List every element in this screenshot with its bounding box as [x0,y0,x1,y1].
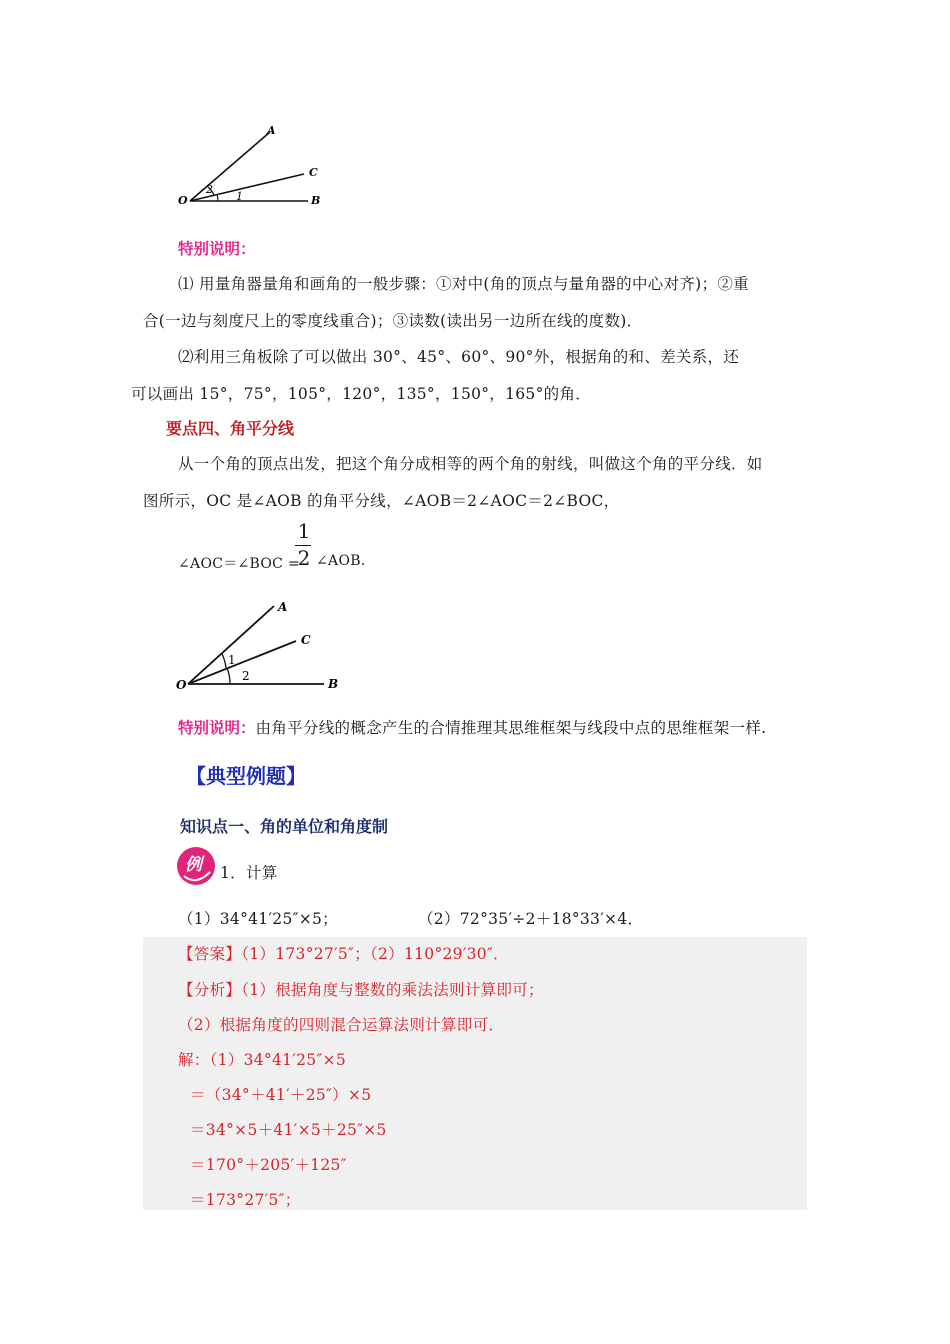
analysis-label: 【分析】 [178,981,242,999]
typical-examples-title: 【典型例题】 [186,764,306,788]
solution-line-5: ＝173°27′5″； [190,1191,301,1209]
bisector-definition-line-2: 图所示，OC 是∠AOB 的角平分线，∠AOB＝2∠AOC＝2∠BOC， [143,492,620,510]
label-c: C [309,166,318,179]
formula-right: ∠AOB. [316,553,366,569]
knowledge-point-1-title: 知识点一、角的单位和角度制 [180,817,389,836]
label-a: A [267,124,276,137]
analysis-line-2: （2）根据角度的四则混合运算法则计算即可． [178,1016,505,1034]
answer-line [178,942,509,964]
note-paragraph-1-line-1: ⑴ 用量角器量角和画角的一般步骤：①对中(角的顶点与量角器的中心对齐)；②重 [178,275,749,293]
special-note-text-2: 由角平分线的概念产生的合情推理其思维框架与线段中点的思维框架一样. [255,719,767,737]
note-paragraph-1-line-2: 合(一边与刻度尺上的零度线重合)；③读数(读出另一边所在线的度数)． [143,312,643,330]
special-note-label-2: 特别说明： [178,719,256,737]
angle-2-label: 2 [206,183,213,196]
example-badge-icon [176,846,216,886]
solution-line-4: ＝170°＋205′＋125″ [190,1156,347,1174]
note-paragraph-2-line-2: 可以画出 15°，75°，105°，120°，135°，150°，165°的角． [131,385,592,403]
bisector-definition-line-1: 从一个角的顶点出发，把这个角分成相等的两个角的射线，叫做这个角的平分线．如 [178,455,763,473]
question-1: （1）34°41′25″×5； [178,910,338,928]
question-2: （2）72°35′÷2＋18°33′×4． [418,910,644,928]
special-note-label: 特别说明： [178,240,256,258]
answer-label: 【答案】 [178,945,242,963]
angle-2-label: 2 [242,669,250,683]
note-paragraph-2-line-1: ⑵利用三角板除了可以做出 30°、45°、60°、90°外，根据角的和、差关系，还 [178,348,740,366]
formula-left: ∠AOC＝∠BOC = [178,556,300,572]
example-1-title: 1．计算 [220,864,278,882]
fraction-denominator: 2 [297,546,311,570]
solution-line-2: ＝（34°＋41′＋25″）×5 [190,1086,372,1104]
label-c: C [301,633,311,647]
answer-text: （1）173°27′5″；（2）110°29′30″． [241,945,509,963]
solution-line-3: ＝34°×5＋41′×5＋25″×5 [190,1121,387,1139]
label-b: B [311,194,321,207]
solution-line-1: 解：（1）34°41′25″×5 [178,1051,346,1069]
angle-figure-1 [170,118,330,213]
analysis-text: （1）根据角度与整数的乘法法则计算即可； [241,981,544,999]
label-o: O [178,194,188,207]
angle-1-label: 1 [236,190,243,203]
section-title-angle-bisector: 要点四、角平分线 [166,419,295,438]
example-badge-text: 例 [185,855,202,875]
fraction-numerator: 1 [297,519,311,543]
label-a: A [278,600,288,614]
angle-1-label: 1 [228,653,236,667]
analysis-line [178,978,544,1000]
label-o: O [176,678,187,692]
label-b: B [328,677,339,691]
angle-figure-2 [170,596,350,696]
